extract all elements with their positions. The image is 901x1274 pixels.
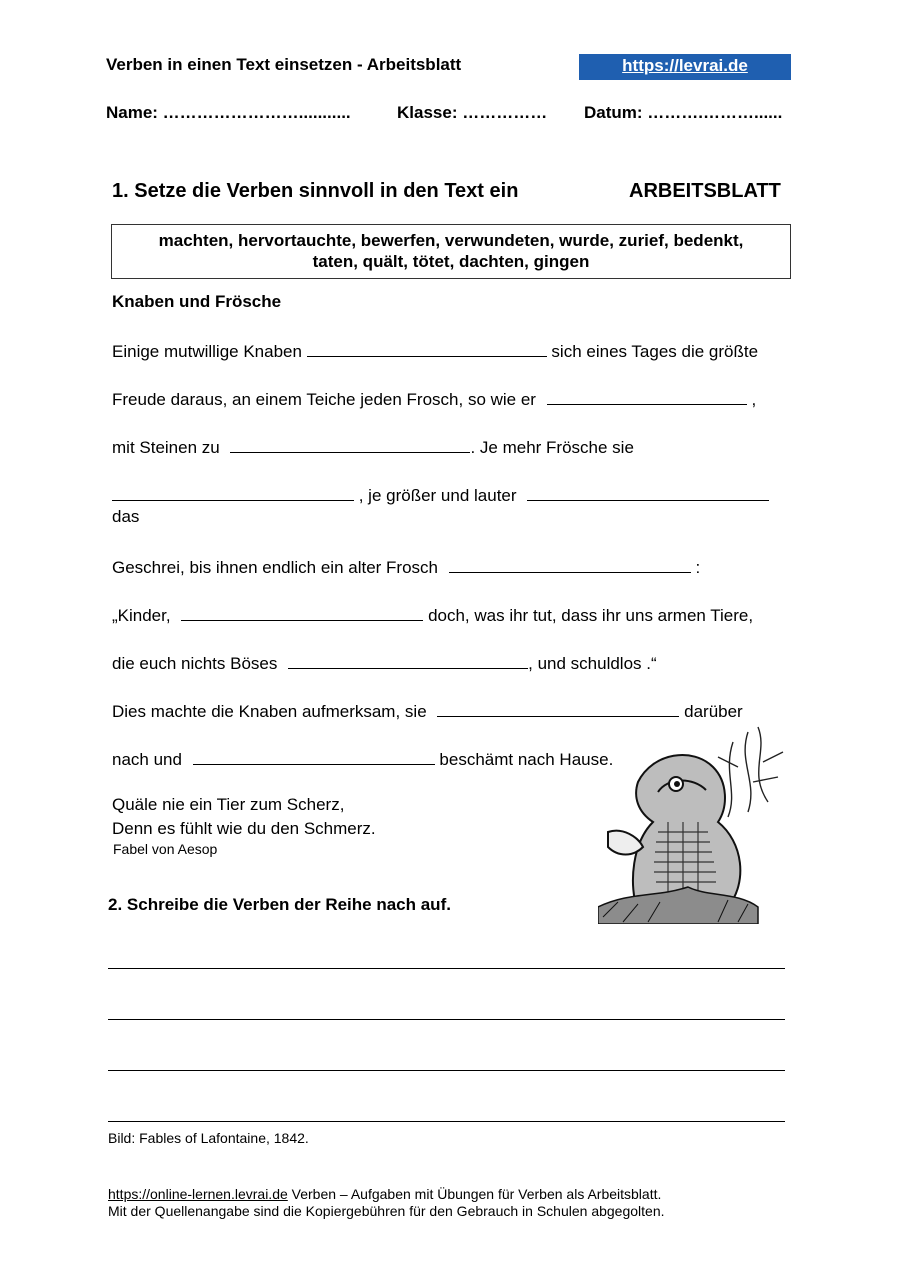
moral-line-1: Quäle nie ein Tier zum Scherz, — [112, 795, 345, 814]
answer-blank-1[interactable] — [307, 339, 547, 357]
story-text: : — [695, 558, 701, 577]
story-line-4b: das — [112, 507, 140, 526]
answer-line-3[interactable] — [108, 1070, 785, 1071]
story-text: , — [751, 390, 757, 409]
story-line-8 — [112, 699, 743, 722]
answer-blank-6[interactable] — [449, 555, 691, 573]
site-link-banner[interactable] — [579, 54, 791, 80]
answer-blank-4[interactable] — [112, 483, 354, 501]
story-text: sich eines Tages die größte — [551, 342, 759, 361]
image-credit: Bild: Fables of Lafontaine, 1842. — [108, 1130, 309, 1146]
answer-blank-10[interactable] — [193, 747, 435, 765]
story-line-3 — [112, 435, 634, 458]
story-text: Freude daraus, an einem Teiche jeden Frosch, so wie er — [112, 390, 536, 409]
story-text: . Je mehr Frösche sie — [470, 438, 634, 457]
story-text: , je größer und lauter — [358, 486, 517, 505]
story-line-5 — [112, 555, 700, 578]
answer-line-1[interactable] — [108, 968, 785, 969]
story-line-9 — [112, 747, 613, 770]
story-text: darüber — [684, 702, 743, 721]
story-text: beschämt nach Hause. — [439, 750, 614, 769]
story-title: Knaben und Frösche — [112, 292, 282, 311]
datum-field: Datum: ……….………...... — [584, 103, 783, 122]
story-text: mit Steinen zu — [112, 438, 220, 457]
story-text: , und schuldlos .“ — [528, 654, 657, 673]
answer-blank-7[interactable] — [181, 603, 423, 621]
footer-link[interactable]: https://online-lernen.levrai.de — [108, 1186, 288, 1202]
answer-blank-8[interactable] — [288, 651, 528, 669]
answer-line-2[interactable] — [108, 1019, 785, 1020]
fable-source: Fabel von Aesop — [113, 841, 218, 857]
story-text: nach und — [112, 750, 182, 769]
frog-illustration — [598, 722, 788, 924]
word-bank-line1: machten, hervortauchte, bewerfen, verwundeten, wurde, zurief, bedenkt, — [158, 231, 744, 250]
answer-blank-9[interactable] — [437, 699, 679, 717]
story-text: Einige mutwillige Knaben — [112, 342, 302, 361]
answer-blank-3[interactable] — [230, 435, 470, 453]
worksheet-title: Verben in einen Text einsetzen - Arbeitsblatt — [106, 55, 462, 74]
name-field: Name: ……………………........... — [106, 103, 351, 122]
answer-blank-5[interactable] — [527, 483, 769, 501]
word-bank-line2: taten, quält, tötet, dachten, gingen — [312, 252, 590, 271]
story-line-6 — [112, 603, 753, 626]
story-text: Dies machte die Knaben aufmerksam, sie — [112, 702, 427, 721]
story-line-7 — [112, 651, 657, 674]
site-link[interactable]: https://levrai.de — [622, 56, 748, 75]
moral-line-2: Denn es fühlt wie du den Schmerz. — [112, 819, 376, 838]
story-text: doch, was ihr tut, dass ihr uns armen Tiere, — [428, 606, 754, 625]
footer-text: Verben – Aufgaben mit Übungen für Verben als Arbeitsblatt. — [287, 1186, 662, 1202]
story-line-4 — [112, 483, 769, 506]
answer-line-4[interactable] — [108, 1121, 785, 1122]
story-line-2 — [112, 387, 756, 410]
story-line-1 — [112, 339, 758, 362]
story-text: Geschrei, bis ihnen endlich ein alter Frosch — [112, 558, 438, 577]
task1-heading: 1. Setze die Verben sinnvoll in den Text ein — [112, 180, 519, 202]
footer-line-2: Mit der Quellenangabe sind die Kopiergebühren für den Gebrauch in Schulen abgegolten. — [108, 1203, 665, 1219]
story-text: „Kinder, — [112, 606, 171, 625]
story-text: die euch nichts Böses — [112, 654, 278, 673]
footer-line-1 — [108, 1186, 661, 1202]
answer-blank-2[interactable] — [547, 387, 747, 405]
word-bank — [111, 224, 791, 279]
klasse-field: Klasse: …………… — [397, 103, 548, 122]
task2-heading: 2. Schreibe die Verben der Reihe nach auf. — [108, 895, 451, 914]
worksheet-badge: ARBEITSBLATT — [629, 180, 781, 202]
